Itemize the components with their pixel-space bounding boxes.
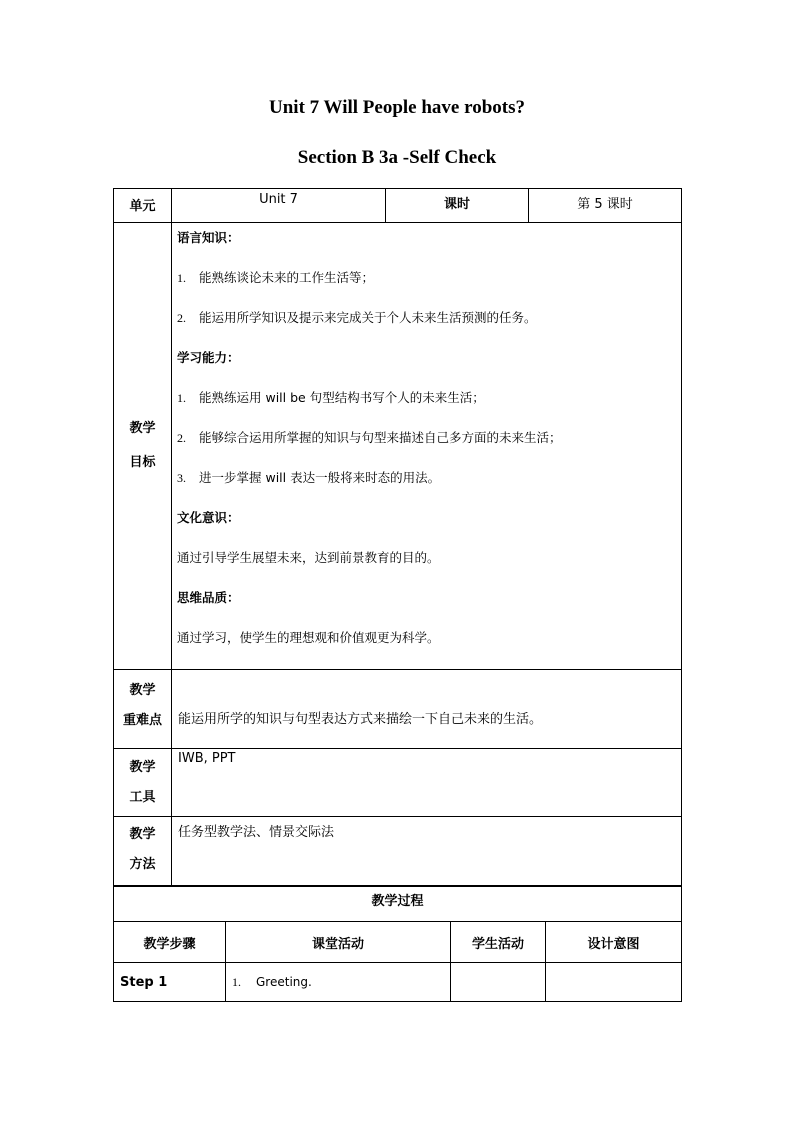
goals-content (172, 223, 682, 670)
period-value: 第 5 课时 (529, 189, 682, 223)
process-header-row (114, 922, 682, 963)
keypoints-row (114, 670, 682, 749)
ability-item-3: 3. 进一步掌握 will 表达一般将来时态的用法。 (177, 470, 441, 485)
keypoints-label-line2: 重难点 (122, 713, 162, 728)
tools-label (114, 749, 172, 817)
period-label: 课时 (386, 189, 529, 223)
tools-text: IWB, PPT (172, 749, 682, 817)
language-item-2: 2. 能运用所学知识及提示来完成关于个人未来生活预测的任务。 (177, 310, 537, 325)
keypoints-label (114, 670, 172, 749)
activity-cell: 1. Greeting. (226, 963, 451, 1002)
culture-heading: 文化意识： (177, 510, 240, 525)
keypoints-text: 能运用所学的知识与句型表达方式来描绘一下自己未来的生活。 (172, 670, 682, 749)
methods-label (114, 817, 172, 887)
language-item-1: 1. 能熟练谈论未来的工作生活等； (177, 270, 375, 285)
unit-value: Unit 7 (172, 189, 386, 223)
process-title-row (114, 886, 682, 922)
thinking-text: 通过学习，使学生的理想观和价值观更为科学。 (177, 630, 440, 645)
language-heading: 语言知识： (177, 230, 240, 245)
tools-row (114, 749, 682, 817)
document-subtitle: Section B 3a -Self Check (297, 147, 497, 168)
unit-label: 单元 (114, 189, 172, 223)
header-activity: 课堂活动 (226, 922, 451, 963)
goals-label-line2: 目标 (129, 455, 156, 470)
table-row (114, 963, 682, 1002)
ability-heading: 学习能力： (177, 350, 240, 365)
header-step: 教学步骤 (114, 922, 226, 963)
process-title: 教学过程 (114, 886, 682, 922)
document-title: Unit 7 Will People have robots? (269, 97, 525, 118)
process-table (113, 885, 682, 1002)
header-student: 学生活动 (451, 922, 546, 963)
step-cell: Step 1 (114, 963, 226, 1002)
methods-text: 任务型教学法、情景交际法 (172, 817, 682, 887)
keypoints-label-line1: 教学 (129, 683, 156, 698)
intent-cell (546, 963, 682, 1002)
methods-label-line2: 方法 (129, 857, 156, 872)
thinking-heading: 思维品质： (177, 590, 240, 605)
student-cell (451, 963, 546, 1002)
goals-label-line1: 教学 (129, 421, 156, 436)
methods-label-line1: 教学 (129, 827, 156, 842)
culture-text: 通过引导学生展望未来，达到前景教育的目的。 (177, 550, 440, 565)
unit-row (114, 189, 682, 223)
goals-row (114, 223, 682, 670)
goals-label (114, 223, 172, 670)
tools-label-line1: 教学 (129, 760, 156, 775)
tools-label-line2: 工具 (129, 790, 156, 805)
ability-item-2: 2. 能够综合运用所掌握的知识与句型来描述自己多方面的未来生活； (177, 430, 562, 445)
methods-row (114, 817, 682, 887)
lesson-info-table (113, 188, 682, 887)
header-intent: 设计意图 (546, 922, 682, 963)
ability-item-1: 1. 能熟练运用 will be 句型结构书写个人的未来生活； (177, 390, 485, 405)
